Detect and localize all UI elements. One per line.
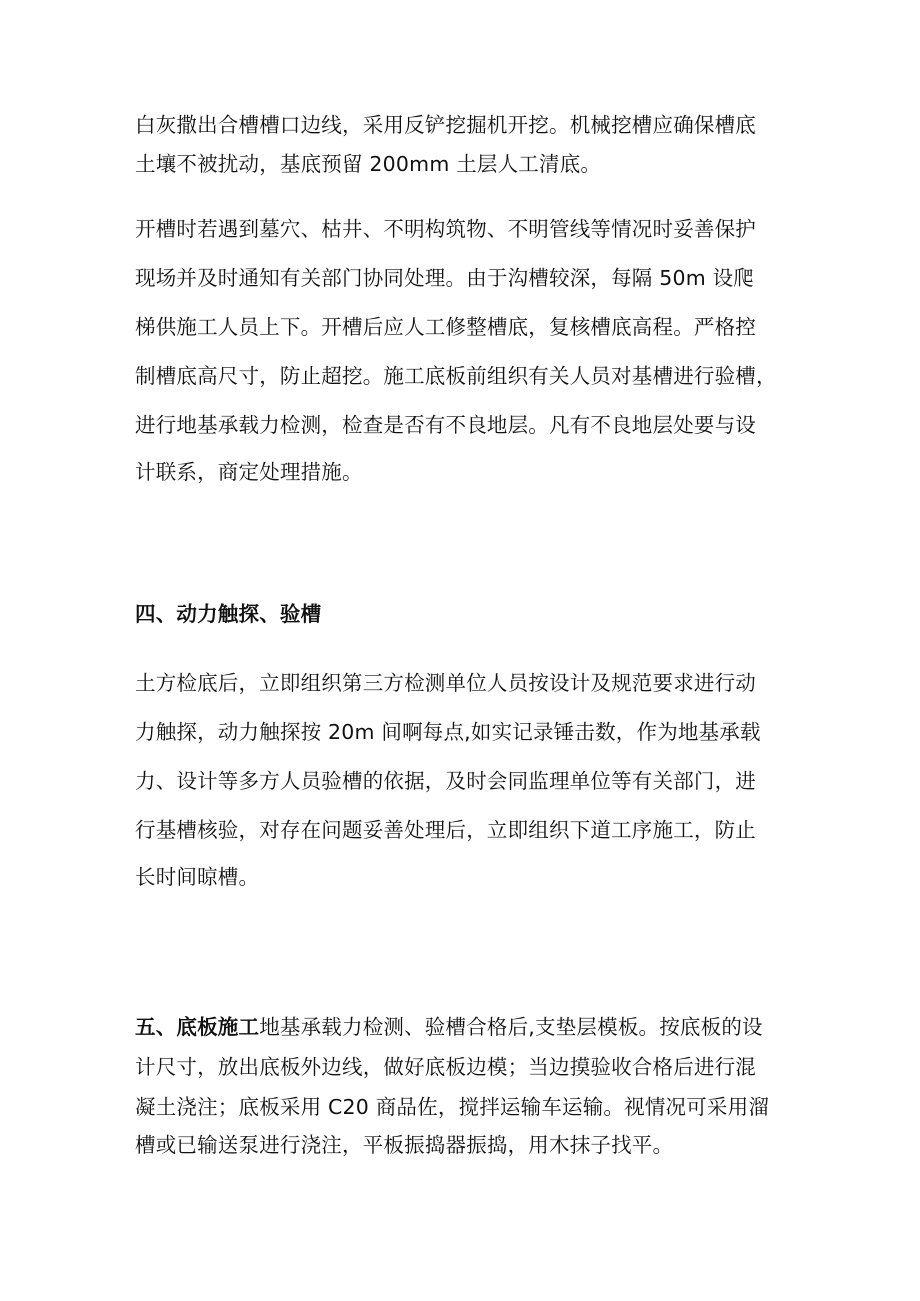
section-4-line-4: 行基槽核验，对存在问题妥善处理后，立即组织下道工序施工，防止	[135, 818, 756, 842]
section-4-heading: 四、动力触探、验槽	[135, 602, 322, 626]
section-5-line-2: 计尺寸，放出底板外边线，做好底板边模；当边摸验收合格后进行混	[135, 1055, 756, 1079]
paragraph-2-line-1: 开槽时若遇到墓穴、枯井、不明构筑物、不明管线等情况时妥善保护	[135, 217, 756, 241]
paragraph-2-line-2: 现场并及时通知有关部门协同处理。由于沟槽较深，每隔 50m 设爬	[135, 266, 754, 290]
paragraph-1-line-2: 土壤不被扰动，基底预留 200mm 土层人工清底。	[135, 152, 602, 176]
paragraph-2-line-3: 梯供施工人员上下。开槽后应人工修整槽底，复核槽底高程。严格控	[135, 315, 756, 339]
section-4-line-1: 土方检底后，立即组织第三方检测单位人员按设计及规范要求进行动	[135, 671, 756, 695]
paragraph-2-line-6: 计联系，商定处理措施。	[135, 460, 363, 484]
section-4-line-5: 长时间晾槽。	[135, 865, 260, 889]
section-5-first-line-rest: 地基承载力检测、验槽合格后,支垫层模板。按底板的设	[259, 1015, 763, 1039]
section-5-line-3: 凝土浇注；底板采用 C20 商品佐，搅拌运输车运输。视情况可采用溜	[135, 1095, 770, 1119]
section-5-line-4: 槽或已输送泵进行浇注，平板振捣器振捣，用木抹子找平。	[135, 1133, 674, 1157]
paragraph-2-line-4: 制槽底高尺寸，防止超挖。施工底板前组织有关人员对基槽进行验槽，	[135, 364, 777, 388]
section-5-line-1	[135, 1010, 805, 1044]
section-4-line-2: 力触探，动力触探按 20m 间啊每点,如实记录锤击数，作为地基承载	[135, 720, 761, 744]
paragraph-2-line-5: 进行地基承载力检测，检查是否有不良地层。凡有不良地层处要与设	[135, 413, 756, 437]
section-4-line-3: 力、设计等多方人员验槽的依据，及时会同监理单位等有关部门，进	[135, 769, 756, 793]
section-5-heading: 五、底板施工	[135, 1015, 260, 1039]
paragraph-1-line-1: 白灰撒出合槽槽口边线，采用反铲挖掘机开挖。机械挖槽应确保槽底	[135, 113, 756, 137]
